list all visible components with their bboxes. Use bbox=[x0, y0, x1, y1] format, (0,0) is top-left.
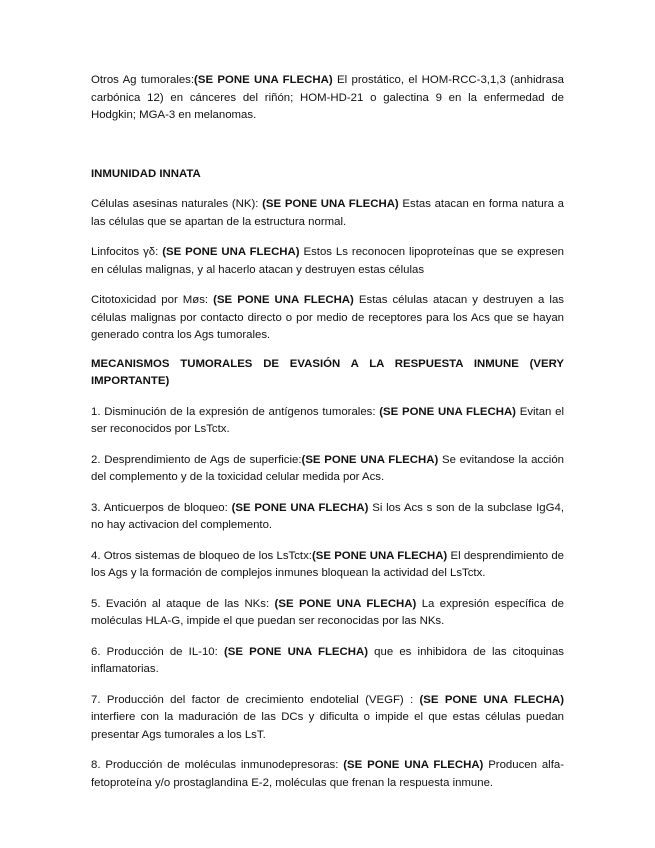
paragraph-text: Estos Ls reconocen lipoproteínas que se expresen en células malignas, y al hacerlo atacan y destruyen estas células bbox=[91, 246, 564, 276]
paragraph-text: El prostático, el HOM-RCC-3,1,3 (anhidrasa carbónica 12) en cánceres del riñón; HOM-HD-21 o galectina 9 en la enfermedad de Hodgkin; MGA-3 en melanomas. bbox=[91, 74, 564, 121]
paragraph-nk-cells bbox=[91, 196, 564, 231]
section-heading-mecanismos-evasion: MECANISMOS TUMORALES DE EVASIÓN A LA RESPUESTA INMUNE (VERY IMPORTANTE) bbox=[91, 357, 564, 387]
arrow-placeholder: (SE PONE UNA FLECHA) bbox=[274, 597, 417, 610]
paragraph-lead: Linfocitos γδ: bbox=[91, 246, 163, 258]
paragraph-text: Producen alfa-fetoproteína y/o prostaglandina E-2, moléculas que frenan la respuesta inmune. bbox=[91, 759, 564, 789]
paragraph-text: Si los Acs s son de la subclase IgG4, no hay activacion del complemento. bbox=[91, 501, 564, 531]
paragraph-lead: Citotoxicidad por Møs: bbox=[91, 294, 214, 306]
paragraph-lead: 5. Evación al ataque de las NKs: bbox=[91, 597, 275, 610]
paragraph-lead: 3. Anticuerpos de bloqueo: bbox=[91, 501, 232, 514]
paragraph-item-3 bbox=[91, 500, 564, 535]
arrow-placeholder: (SE PONE UNA FLECHA) bbox=[162, 246, 300, 258]
arrow-placeholder: (SE PONE UNA FLECHA) bbox=[223, 645, 368, 658]
arrow-placeholder: (SE PONE UNA FLECHA) bbox=[231, 501, 369, 514]
arrow-placeholder: (SE PONE UNA FLECHA) bbox=[301, 453, 439, 466]
paragraph-text: Se evitandose la acción del complemento y de la toxicidad celular medida por Acs. bbox=[91, 453, 564, 483]
paragraph-text: Estas células atacan y destruyen a las células malignas por contacto directo o por medio de receptores para los Acs que se hayan generado contra los Ags tumorales. bbox=[91, 294, 564, 341]
section-heading-inmunidad-innata: INMUNIDAD INNATA bbox=[91, 167, 201, 180]
paragraph-text: interfiere con la maduración de las DCs y dificulta o impide el que estas células puedan presentar Ags tumorales a los LsT. bbox=[91, 711, 564, 741]
paragraph-item-4 bbox=[91, 548, 564, 583]
paragraph-item-7 bbox=[91, 692, 564, 745]
paragraph-lead: Otros Ag tumorales: bbox=[91, 74, 195, 86]
paragraph-lead: 1. Disminución de la expresión de antígenos tumorales: bbox=[91, 405, 380, 418]
arrow-placeholder: (SE PONE UNA FLECHA) bbox=[213, 294, 354, 306]
document-page bbox=[91, 72, 564, 792]
paragraph-text: Estas atacan en forma natura a las células que se apartan de la estructura normal. bbox=[91, 198, 564, 228]
paragraph-text: El desprendimiento de los Ags y la formación de complejos inmunes bloquean la actividad del LsTctx. bbox=[91, 549, 564, 579]
paragraph-item-6 bbox=[91, 644, 564, 679]
paragraph-item-1 bbox=[91, 404, 564, 439]
arrow-placeholder: (SE PONE UNA FLECHA) bbox=[379, 405, 516, 418]
paragraph-lead: 2. Desprendimiento de Ags de superficie: bbox=[91, 453, 302, 466]
arrow-placeholder: (SE PONE UNA FLECHA) bbox=[262, 198, 399, 210]
paragraph-lead: 7. Producción del factor de crecimiento endotelial (VEGF) : bbox=[91, 693, 420, 706]
paragraph-linfocitos-gd bbox=[91, 244, 564, 279]
paragraph-text: La expresión específica de moléculas HLA-G, impide el que puedan ser reconocidas por las NKs. bbox=[91, 597, 564, 627]
arrow-placeholder: (SE PONE UNA FLECHA) bbox=[419, 693, 564, 706]
paragraph-item-8 bbox=[91, 757, 564, 792]
arrow-placeholder: (SE PONE UNA FLECHA) bbox=[194, 74, 333, 86]
paragraph-item-2 bbox=[91, 452, 564, 487]
arrow-placeholder: (SE PONE UNA FLECHA) bbox=[343, 759, 484, 771]
paragraph-citotoxicidad-mos bbox=[91, 292, 564, 345]
paragraph-item-5 bbox=[91, 596, 564, 631]
paragraph-text: que es inhibidora de las citoquinas inflamatorias. bbox=[91, 645, 564, 675]
paragraph-lead: 8. Producción de moléculas inmunodepresoras: bbox=[91, 759, 344, 771]
arrow-placeholder: (SE PONE UNA FLECHA) bbox=[311, 549, 448, 562]
paragraph-lead: Células asesinas naturales (NK): bbox=[91, 198, 263, 210]
paragraph-otros-ag-tumorales bbox=[91, 72, 564, 125]
paragraph-text: Evitan el ser reconocidos por LsTctx. bbox=[91, 405, 564, 435]
paragraph-lead: 6. Producción de IL-10: bbox=[91, 645, 224, 658]
paragraph-lead: 4. Otros sistemas de bloqueo de los LsTctx: bbox=[91, 549, 312, 562]
